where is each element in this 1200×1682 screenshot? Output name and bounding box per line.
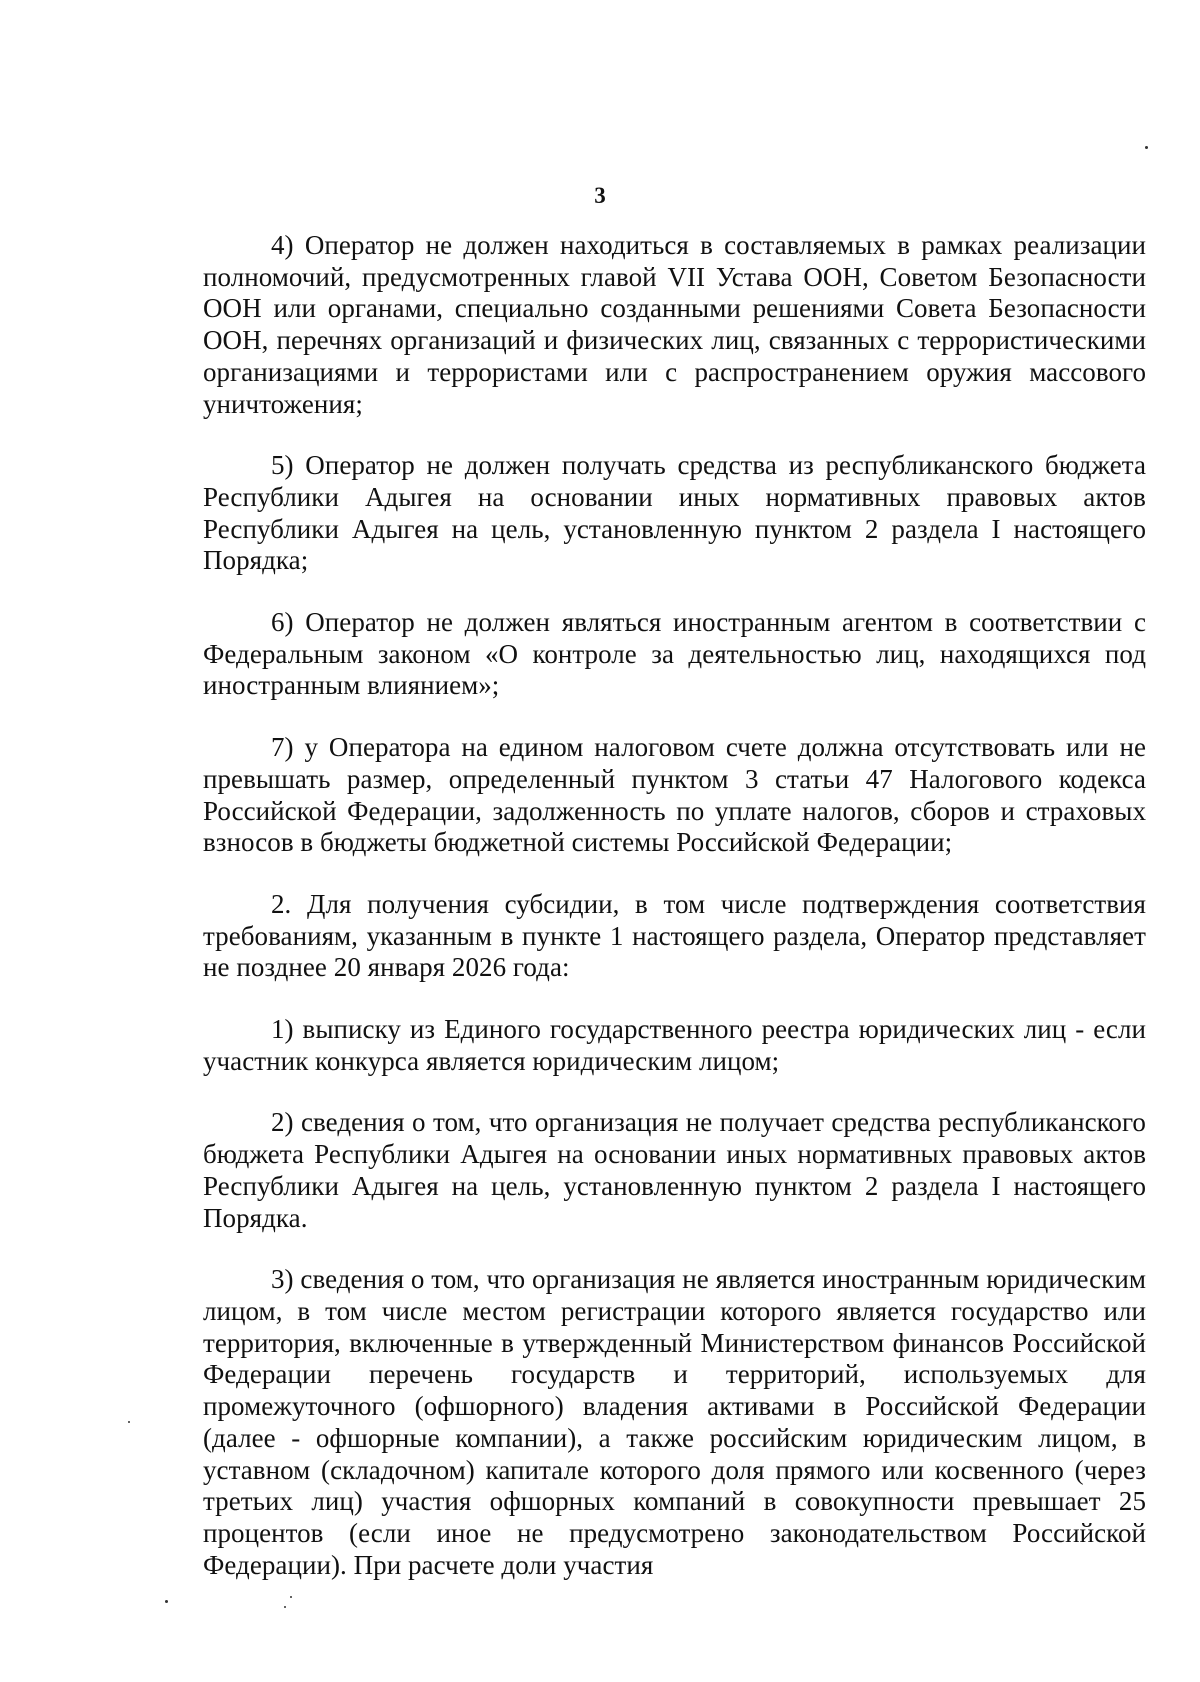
paragraph-item-4: 4) Оператор не должен находиться в составляемых в рамках реализации полномочий, предусмотренных главой VII Устава ООН, Советом Безопасности ООН или органами, специально созданными решениями Совета Безопасности ООН, перечнях организаций и физических лиц, связанных с террористическими организациями и террористами или с распространением оружия массового уничтожения; (203, 230, 1146, 419)
scan-speck (1145, 146, 1148, 149)
paragraph-item-7: 7) у Оператора на едином налоговом счете должна отсутствовать или не превышать размер, определенный пунктом 3 статьи 47 Налогового кодекса Российской Федерации, задолженность по уплате налогов, сборов и страховых взносов в бюджеты бюджетной системы Российской Федерации; (203, 732, 1146, 858)
scan-speck (128, 1421, 130, 1423)
paragraph-subitem-2: 2) сведения о том, что организация не получает средства республиканского бюджета Республики Адыгея на основании иных нормативных правовых актов Республики Адыгея на цель, установленную пунктом 2 раздела I настоящего Порядка. (203, 1107, 1146, 1233)
paragraph-item-5: 5) Оператор не должен получать средства из республиканского бюджета Республики Адыгея на основании иных нормативных правовых актов Республики Адыгея на цель, установленную пунктом 2 раздела I настоящего Порядка; (203, 450, 1146, 576)
page-number: 3 (594, 183, 606, 208)
paragraph-subitem-1: 1) выписку из Единого государственного реестра юридических лиц - если участник конкурса является юридическим лицом; (203, 1014, 1146, 1076)
paragraph-item-6: 6) Оператор не должен являться иностранным агентом в соответствии с Федеральным законом «О контроле за деятельностью лиц, находящихся под иностранным влиянием»; (203, 607, 1146, 701)
document-body (203, 230, 1146, 1611)
scan-speck (284, 1606, 286, 1608)
scan-speck (290, 1596, 292, 1598)
paragraph-subitem-3: 3) сведения о том, что организация не является иностранным юридическим лицом, в том числе местом регистрации которого является государство или территория, включенные в утвержденный Министерством финансов Российской Федерации перечень государств и территорий, используемых для промежуточного (офшорного) владения активами в Российской Федерации (далее - офшорные компании), а также российским юридическим лицом, в уставном (складочном) капитале которого доля прямого или косвенного (через третьих лиц) участия офшорных компаний в совокупности превышает 25 процентов (если иное не предусмотрено законодательством Российской Федерации). При расчете доли участия (203, 1264, 1146, 1580)
scan-speck (165, 1600, 168, 1603)
paragraph-section-2: 2. Для получения субсидии, в том числе подтверждения соответствия требованиям, указанным в пункте 1 настоящего раздела, Оператор представляет не позднее 20 января 2026 года: (203, 888, 1146, 983)
